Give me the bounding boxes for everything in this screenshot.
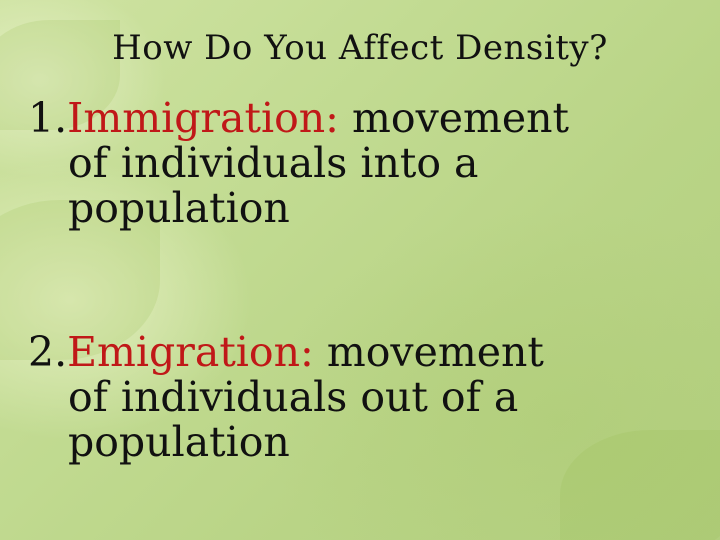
definition-start: movement [338,94,570,142]
list-item-first-line [28,96,708,141]
slide-title: How Do You Affect Density? [112,28,608,68]
list-number: 2. [28,328,68,376]
definition-line: population [68,184,290,232]
term-immigration: Immigration: [67,94,339,142]
definition-line: of individuals out of a [68,373,519,421]
definition-line: of individuals into a [68,139,479,187]
definition-line: population [68,418,290,466]
definition-start: movement [313,328,544,376]
list-item-first-line [28,330,708,375]
term-emigration: Emigration: [67,328,314,376]
list-item-emigration [28,330,708,465]
list-number: 1. [28,94,68,142]
list-item-immigration [28,96,708,231]
